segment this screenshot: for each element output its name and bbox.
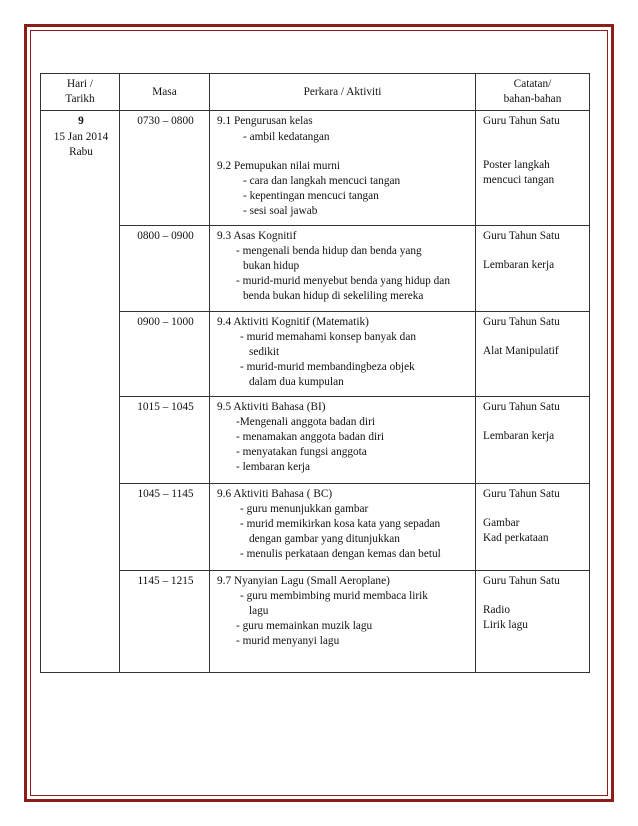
header-row (41, 74, 590, 111)
day-weekday: Rabu (69, 145, 93, 158)
table-row (41, 396, 590, 483)
schedule-table (40, 73, 590, 673)
time-cell: 1015 – 1045 (120, 396, 210, 483)
notes-cell: Guru Tahun Satu Lembaran kerja (476, 396, 590, 483)
table-row (41, 111, 590, 225)
table-row (41, 483, 590, 570)
header-notes: Catatan/ bahan-bahan (476, 74, 590, 111)
activity-cell: 9.3 Asas Kognitif - mengenali benda hidup dan benda yang bukan hidup - murid-murid menyebut benda yang hidup dan benda bukan hidup di sekeliling mereka (210, 225, 476, 311)
header-activity: Perkara / Aktiviti (210, 74, 476, 111)
activity-cell: 9.7 Nyanyian Lagu (Small Aeroplane) - guru membimbing murid membaca lirik lagu - guru memainkan muzik lagu - murid menyanyi lagu (210, 570, 476, 672)
day-cell (41, 111, 120, 672)
notes-cell: Guru Tahun Satu Alat Manipulatif (476, 311, 590, 396)
notes-cell: Guru Tahun Satu Radio Lirik lagu (476, 570, 590, 672)
day-number: 9 (78, 115, 84, 128)
table-row (41, 570, 590, 672)
time-cell: 0730 – 0800 (120, 111, 210, 225)
time-cell: 0800 – 0900 (120, 225, 210, 311)
time-cell: 0900 – 1000 (120, 311, 210, 396)
table-row (41, 225, 590, 311)
header-time: Masa (120, 74, 210, 111)
activity-cell: 9.1 Pengurusan kelas - ambil kedatangan 9.2 Pemupukan nilai murni - cara dan langkah mencuci tangan - kepentingan mencuci tangan - sesi soal jawab (210, 111, 476, 225)
notes-cell: Guru Tahun Satu Gambar Kad perkataan (476, 483, 590, 570)
notes-cell: Guru Tahun Satu Lembaran kerja (476, 225, 590, 311)
activity-cell: 9.4 Aktiviti Kognitif (Matematik) - murid memahami konsep banyak dan sedikit - murid-murid membandingbeza objek dalam dua kumpulan (210, 311, 476, 396)
header-day: Hari / Tarikh (41, 74, 120, 111)
activity-cell: 9.5 Aktiviti Bahasa (BI) -Mengenali anggota badan diri - menamakan anggota badan diri - menyatakan fungsi anggota - lembaran kerja (210, 396, 476, 483)
notes-cell: Guru Tahun Satu Poster langkah mencuci tangan (476, 111, 590, 225)
time-cell: 1145 – 1215 (120, 570, 210, 672)
time-cell: 1045 – 1145 (120, 483, 210, 570)
table-row (41, 311, 590, 396)
day-date: 15 Jan 2014 (53, 130, 109, 143)
activity-cell: 9.6 Aktiviti Bahasa ( BC) - guru menunjukkan gambar - murid memikirkan kosa kata yang sepadan dengan gambar yang ditunjukkan - menulis perkataan dengan kemas dan betul (210, 483, 476, 570)
